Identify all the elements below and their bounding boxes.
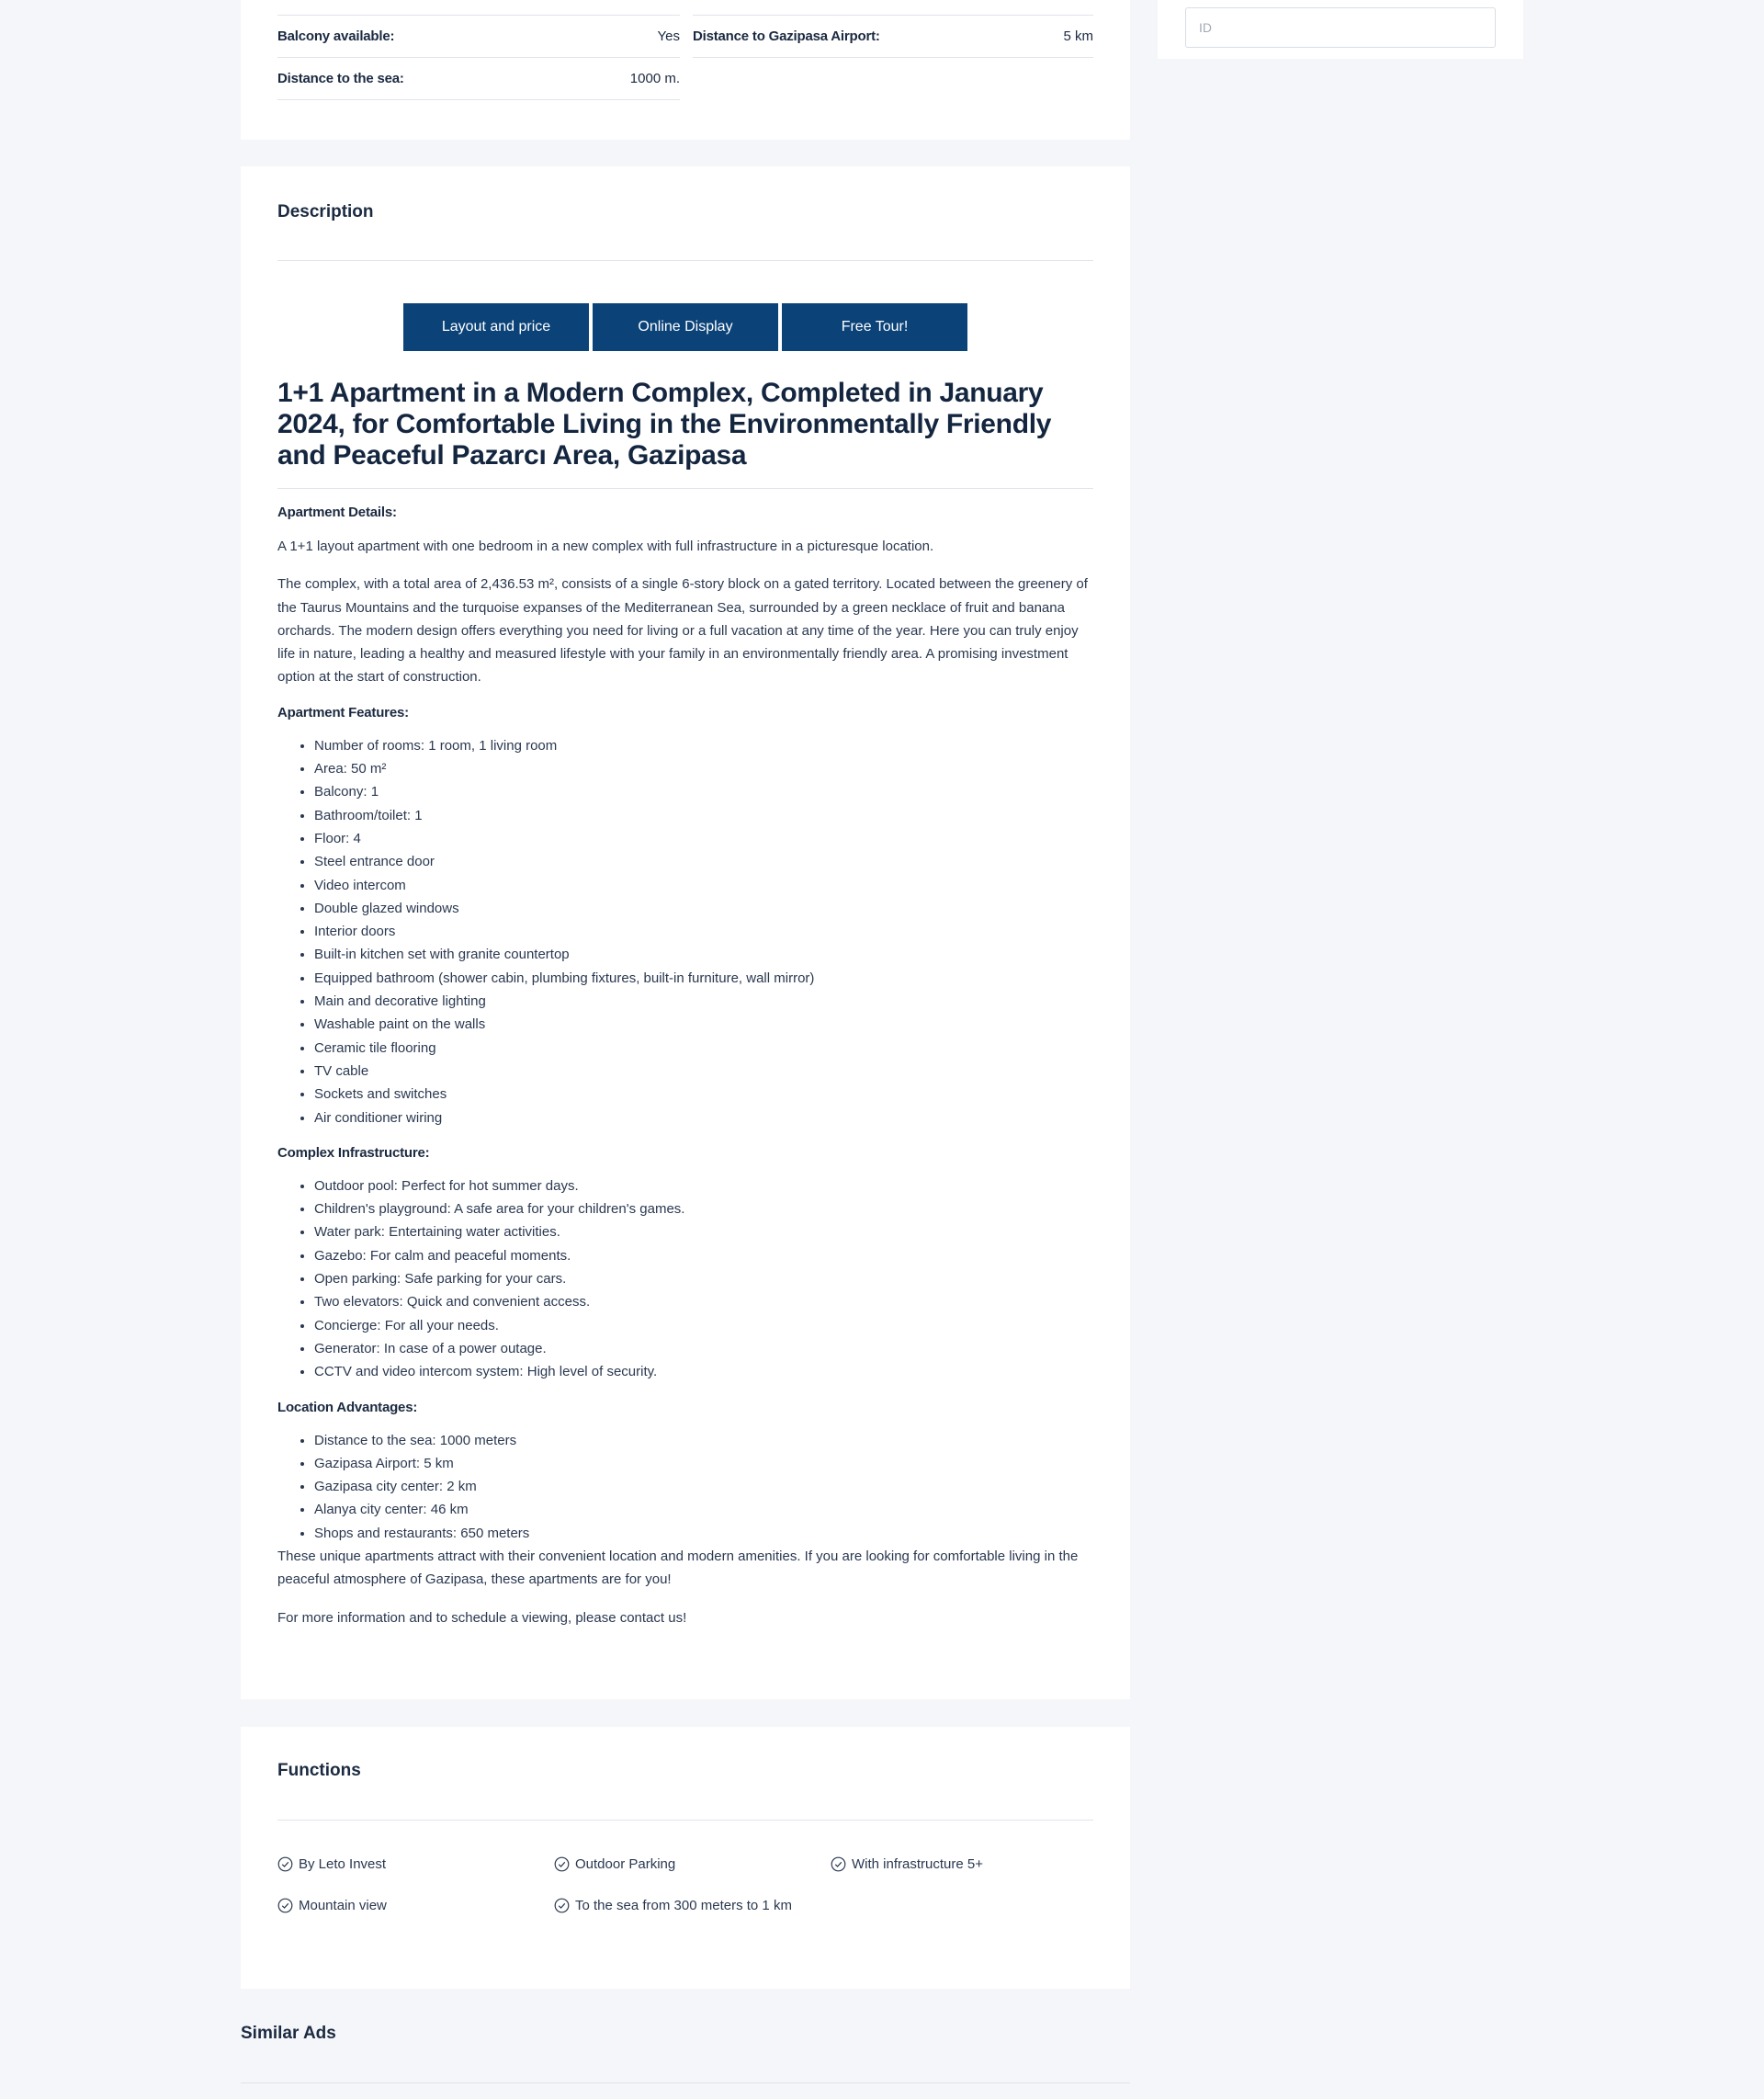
detail-row-balcony [277,16,680,58]
sidebar-search-card [1158,0,1523,59]
list-item: • Steel entrance door [314,850,1093,873]
property-details-card [241,0,1130,140]
list-item: • Shops and restaurants: 650 meters [314,1522,1093,1545]
list-item: • Open parking: Safe parking for your cars. [314,1267,1093,1290]
function-item [277,1853,535,1876]
features-list [277,734,1093,1129]
section-title-similar-ads: Similar Ads [241,2024,336,2043]
list-item: • Sockets and switches [314,1083,1093,1106]
function-item [554,1853,811,1876]
list-item: • Air conditioner wiring [314,1106,1093,1129]
function-label: Mountain view [299,1898,387,1913]
list-item: • Concierge: For all your needs. [314,1314,1093,1337]
list-item: • Interior doors [314,920,1093,943]
id-search-input[interactable] [1185,7,1496,48]
list-item: • Two elevators: Quick and convenient access. [314,1290,1093,1313]
apartment-features-heading: Apartment Features: [277,704,409,720]
list-item: • Balcony: 1 [314,780,1093,803]
check-circle-icon [277,1856,293,1872]
function-label: Outdoor Parking [575,1856,676,1872]
listing-heading: 1+1 Apartment in a Modern Complex, Completed in January 2024, for Comfortable Living in the Environmentally Friendly and Peaceful Pazarcı Area, Gazipasa [277,378,1093,489]
complex-infrastructure-heading: Complex Infrastructure: [277,1144,430,1161]
check-circle-icon [277,1898,293,1913]
detail-value: 1000 m. [629,71,680,86]
section-title-functions: Functions [277,1761,361,1780]
list-item: • Bathroom/toilet: 1 [314,804,1093,827]
contact-paragraph: For more information and to schedule a viewing, please contact us! [277,1609,687,1626]
free-tour-button[interactable]: Free Tour! [782,303,967,351]
detail-row-sea [277,58,680,100]
list-item: • Distance to the sea: 1000 meters [314,1429,1093,1452]
list-item: • CCTV and video intercom system: High level of security. [314,1360,1093,1383]
description-card [241,166,1130,1699]
complex-paragraph: The complex, with a total area of 2,436.53 m², consists of a single 6-story block on a gated territory. Located between the greenery of the Taurus Mountains and the turquoise expanses of the Mediterranean Sea, surrounded by a green necklace of fruit and banana orchards. The modern design offers everything you need for living or a full vacation at any time of the year. Here you can truly enjoy life in nature, leading a healthy and measured lifestyle with your family in an environmentally friendly area. A promising investment option at the start of construction. [277,576,1088,686]
details-paragraph: A 1+1 layout apartment with one bedroom in a new complex with full infrastructure in a picturesque location. [277,539,934,554]
apartment-details-heading: Apartment Details: [277,505,397,520]
check-circle-icon [554,1856,570,1872]
list-item: • Number of rooms: 1 room, 1 living room [314,734,1093,757]
description-tab-buttons [403,303,967,351]
location-list [277,1429,1093,1545]
list-item: • Outdoor pool: Perfect for hot summer days. [314,1174,1093,1197]
list-item: • Children's playground: A safe area for your children's games. [314,1197,1093,1220]
function-label: With infrastructure 5+ [852,1856,983,1872]
list-item: • Video intercom [314,874,1093,897]
location-advantages-heading: Location Advantages: [277,1399,418,1415]
list-item: • Equipped bathroom (shower cabin, plumbing fixtures, built-in furniture, wall mirror) [314,967,1093,990]
function-item [831,1853,1088,1876]
list-item: • Generator: In case of a power outage. [314,1337,1093,1360]
check-circle-icon [831,1856,846,1872]
detail-label: Balcony available: [277,28,395,44]
divider [277,1820,1093,1821]
list-item: • Water park: Entertaining water activities. [314,1220,1093,1243]
list-item: • Washable paint on the walls [314,1013,1093,1036]
detail-value: 5 km [1063,28,1093,44]
list-item: • Floor: 4 [314,827,1093,850]
function-item [277,1894,535,1917]
layout-and-price-button[interactable]: Layout and price [403,303,589,351]
detail-label: Distance to Gazipasa Airport: [693,28,880,44]
detail-value: Yes [657,28,680,44]
online-display-button[interactable]: Online Display [593,303,778,351]
description-content [277,378,1093,1629]
list-item: • Double glazed windows [314,897,1093,920]
detail-label: Distance to the sea: [277,71,404,86]
detail-row-airport [693,16,1093,58]
divider [241,2082,1130,2083]
closing-paragraph: These unique apartments attract with their convenient location and modern amenities. If you are looking for comfortable living in the peaceful atmosphere of Gazipasa, these apartments are for you! [277,1548,1079,1588]
functions-card [241,1727,1130,1989]
function-item [554,1894,816,1917]
function-label: By Leto Invest [299,1856,387,1872]
list-item: • Ceramic tile flooring [314,1037,1093,1060]
list-item: • Alanya city center: 46 km [314,1498,1093,1521]
function-label: To the sea from 300 meters to 1 km [575,1898,792,1913]
list-item: • TV cable [314,1060,1093,1083]
infrastructure-list [277,1174,1093,1384]
check-circle-icon [554,1898,570,1913]
list-item: • Main and decorative lighting [314,990,1093,1013]
list-item: • Gazipasa city center: 2 km [314,1475,1093,1498]
list-item: • Built-in kitchen set with granite countertop [314,943,1093,966]
list-item: • Area: 50 m² [314,757,1093,780]
section-title-description: Description [277,202,374,221]
divider [277,260,1093,261]
list-item: • Gazebo: For calm and peaceful moments. [314,1244,1093,1267]
list-item: • Gazipasa Airport: 5 km [314,1452,1093,1475]
